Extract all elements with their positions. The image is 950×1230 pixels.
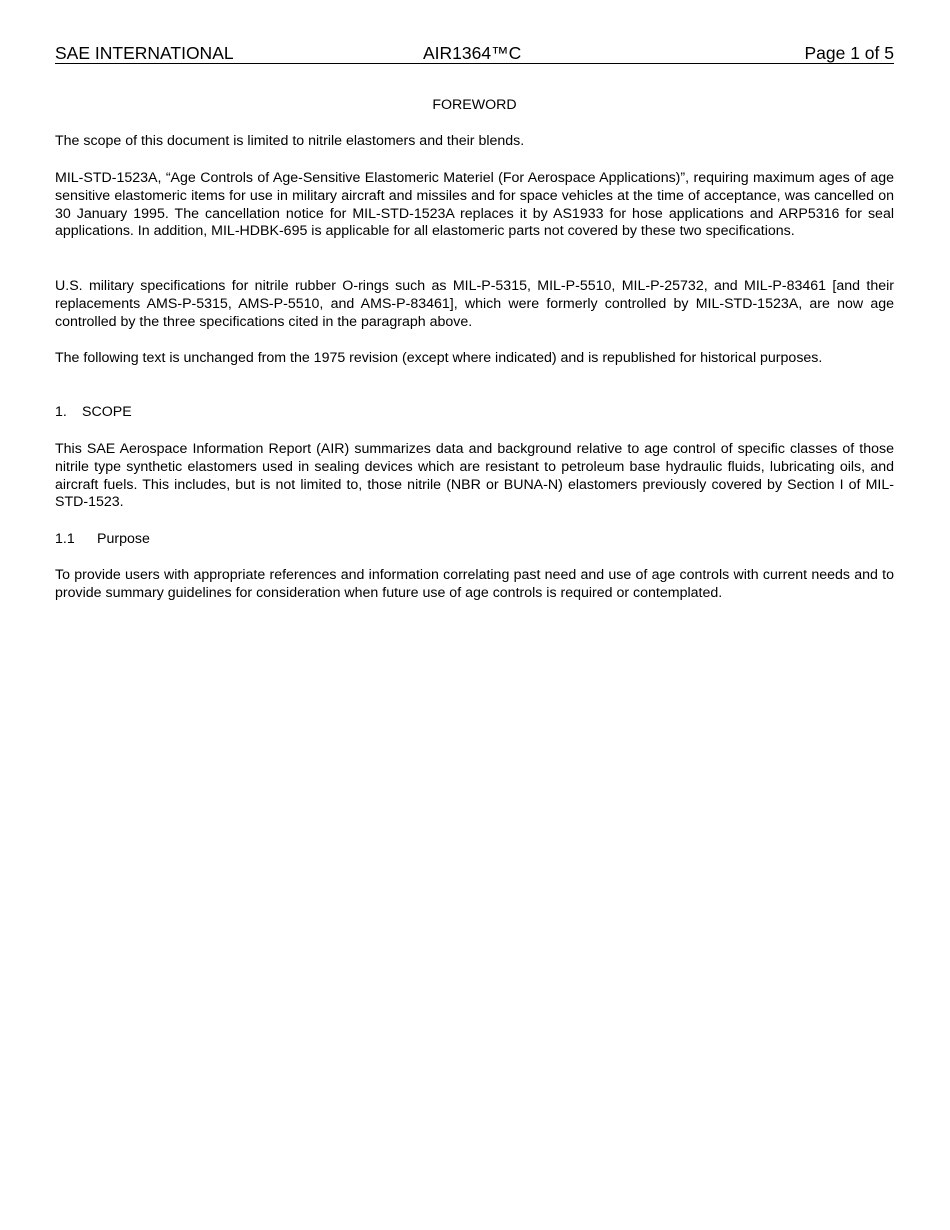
- foreword-paragraph-cancellation: MIL-STD-1523A, “Age Controls of Age-Sensitive Elastomeric Materiel (For Aerospace Applications)”, requiring maximum ages of age sensitive elastomeric items for use in military aircraft and missiles and for space vehicles at the time of acceptance, was cancelled on 30 January 1995. The cancellation notice for MIL-STD-1523A replaces it by AS1933 for hose applications and ARP5316 for seal applications. In addition, MIL-HDBK-695 is applicable for all elastomeric parts not covered by these two specifications.: [55, 170, 894, 240]
- header-document-id: AIR1364™C: [423, 43, 522, 63]
- section-heading-scope: [55, 404, 132, 422]
- foreword-paragraph-scope: The scope of this document is limited to nitrile elastomers and their blends.: [55, 133, 525, 149]
- section-body-purpose: To provide users with appropriate references and information correlating past need and use of age controls with current needs and to provide summary guidelines for consideration when future use of age controls is required or contemplated.: [55, 567, 894, 601]
- section-title: Purpose: [97, 531, 150, 547]
- section-body-scope: This SAE Aerospace Information Report (AIR) summarizes data and background relative to age control of specific classes of those nitrile type synthetic elastomers used in sealing devices which are resistant to petroleum base hydraulic fluids, lubricating oils, and aircraft fuels. This includes, but is not limited to, those nitrile (NBR or BUNA-N) elastomers previously covered by Section I of MIL-STD-1523.: [55, 441, 894, 511]
- section-number: 1.: [55, 404, 67, 420]
- document-page: [55, 0, 894, 601]
- header-organization: SAE INTERNATIONAL: [55, 43, 234, 63]
- section-number: 1.1: [55, 531, 75, 547]
- section-heading-purpose: [55, 531, 150, 549]
- header-page-number: Page 1 of 5: [804, 43, 894, 63]
- foreword-paragraph-military-specs: U.S. military specifications for nitrile rubber O-rings such as MIL-P-5315, MIL-P-5510, MIL-P-25732, and MIL-P-83461 [and their replacements AMS-P-5315, AMS-P-5510, and AMS-P-83461], which were formerly controlled by MIL-STD-1523A, are now age controlled by the three specifications cited in the paragraph above.: [55, 278, 894, 330]
- foreword-paragraph-historical: The following text is unchanged from the 1975 revision (except where indicated) and is republished for historical purposes.: [55, 350, 823, 366]
- foreword-title: FOREWORD: [432, 97, 517, 113]
- section-title: SCOPE: [82, 404, 132, 420]
- page-header: [55, 0, 894, 64]
